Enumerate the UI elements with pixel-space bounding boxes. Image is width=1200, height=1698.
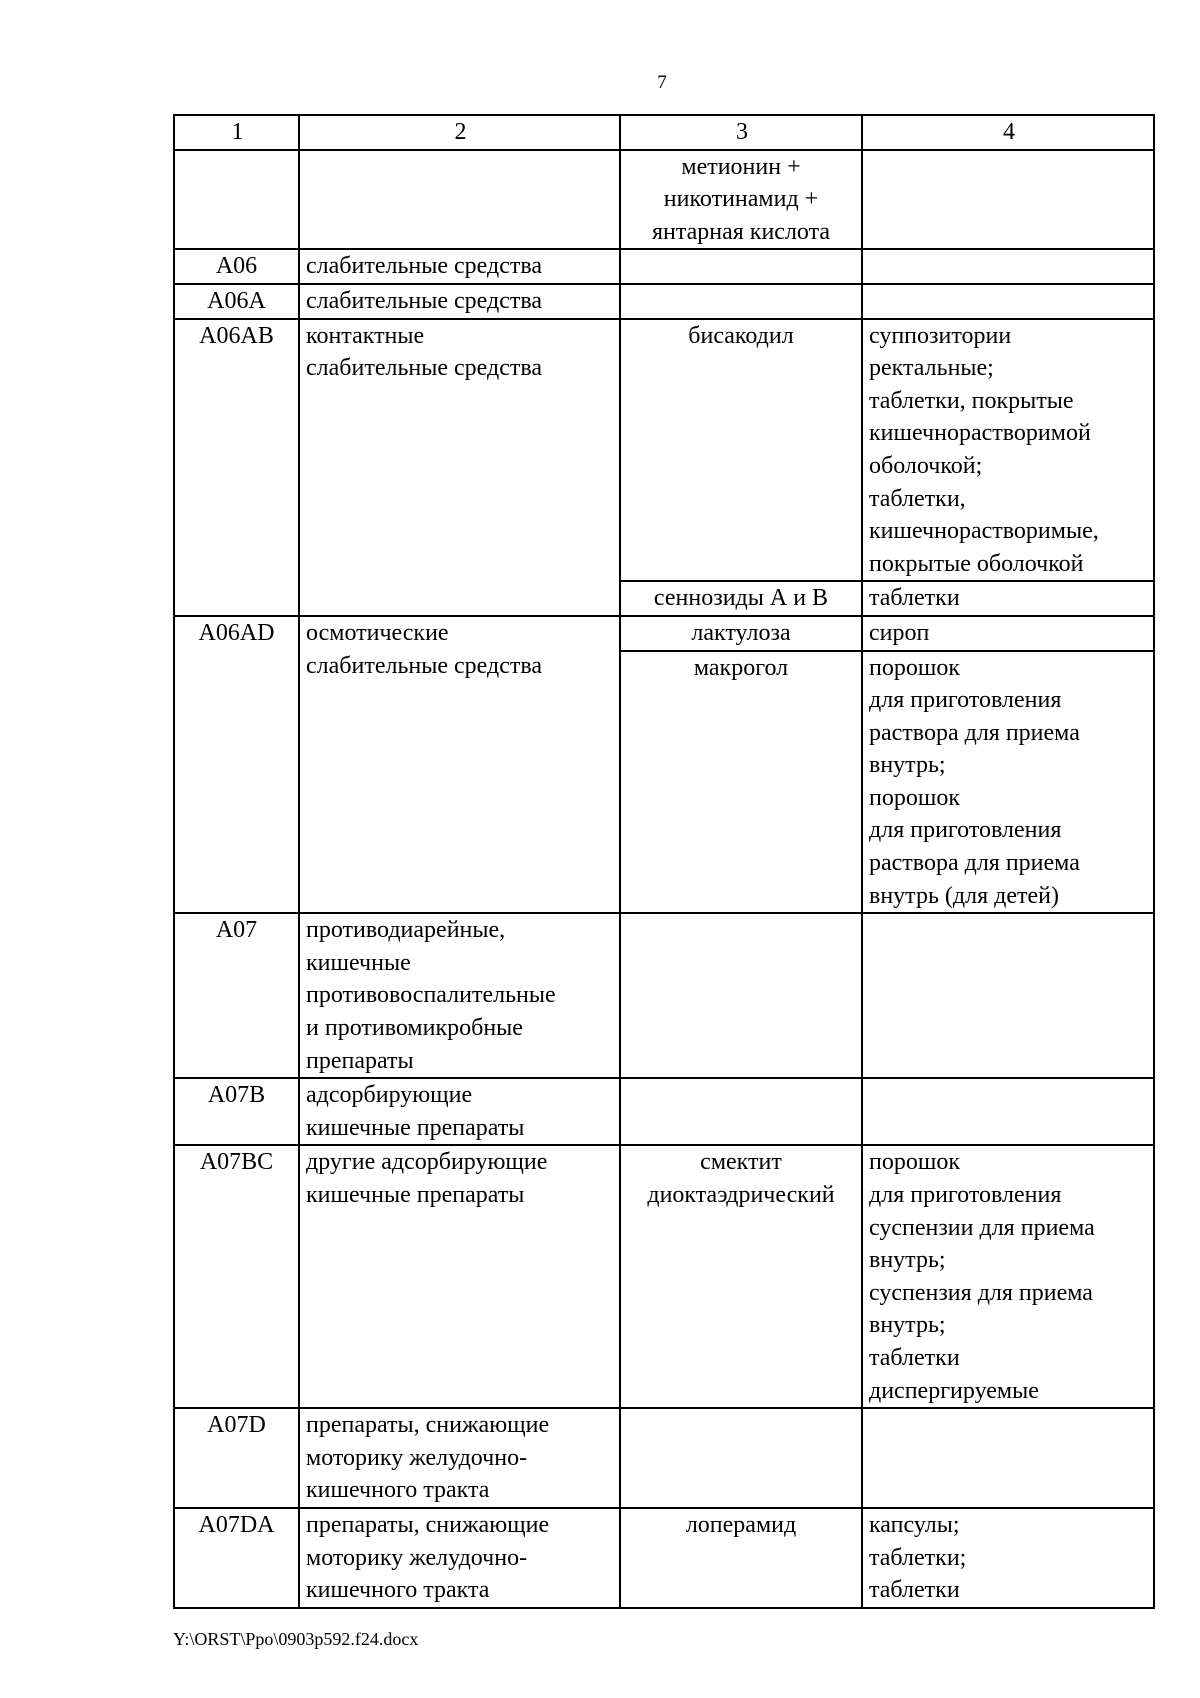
anatomical-therapeutic-group-cell: слабительные средства xyxy=(299,284,620,319)
anatomical-therapeutic-group-cell: контактные слабительные средства xyxy=(299,319,620,616)
drug-name-cell xyxy=(620,1078,862,1145)
table-row xyxy=(174,1408,1154,1508)
anatomical-therapeutic-group-cell: препараты, снижающие моторику желудочно- кишечного тракта xyxy=(299,1408,620,1508)
anatomical-therapeutic-group-cell: осмотические слабительные средства xyxy=(299,616,620,913)
dosage-forms-cell xyxy=(862,913,1154,1078)
atc-code-cell: A07DA xyxy=(174,1508,299,1608)
anatomical-therapeutic-group-cell: другие адсорбирующие кишечные препараты xyxy=(299,1145,620,1408)
page-number: 7 xyxy=(657,72,667,93)
atc-code-cell: A07 xyxy=(174,913,299,1078)
table-row xyxy=(174,1145,1154,1408)
drug-name-cell xyxy=(620,249,862,284)
table-row xyxy=(174,616,1154,651)
table-row xyxy=(174,319,1154,582)
drug-name-cell xyxy=(620,913,862,1078)
dosage-forms-cell: порошок для приготовления суспензии для приема внутрь; суспензия для приема внутрь; таблетки диспергируемые xyxy=(862,1145,1154,1408)
dosage-forms-cell: капсулы; таблетки; таблетки xyxy=(862,1508,1154,1608)
table-row xyxy=(174,913,1154,1078)
drug-name-cell: лоперамид xyxy=(620,1508,862,1608)
anatomical-therapeutic-group-cell: противодиарейные, кишечные противовоспалительные и противомикробные препараты xyxy=(299,913,620,1078)
drug-name-cell: макрогол xyxy=(620,651,862,914)
atc-code-cell: A06A xyxy=(174,284,299,319)
drug-name-cell: лактулоза xyxy=(620,616,862,651)
table-row xyxy=(174,284,1154,319)
atc-code-cell: A07BC xyxy=(174,1145,299,1408)
table-row xyxy=(174,150,1154,250)
header-col-3: 3 xyxy=(620,115,862,150)
atc-code-cell: A07D xyxy=(174,1408,299,1508)
table-row xyxy=(174,1078,1154,1145)
anatomical-therapeutic-group-cell: адсорбирующие кишечные препараты xyxy=(299,1078,620,1145)
atc-code-cell: A06AD xyxy=(174,616,299,913)
dosage-forms-cell: порошок для приготовления раствора для приема внутрь; порошок для приготовления раствора для приема внутрь (для детей) xyxy=(862,651,1154,914)
atc-code-cell: A06AB xyxy=(174,319,299,616)
dosage-forms-cell: сироп xyxy=(862,616,1154,651)
table-header-row xyxy=(174,115,1154,150)
anatomical-therapeutic-group-cell: препараты, снижающие моторику желудочно- кишечного тракта xyxy=(299,1508,620,1608)
table-row xyxy=(174,249,1154,284)
atc-code-cell xyxy=(174,150,299,250)
header-col-1: 1 xyxy=(174,115,299,150)
header-col-4: 4 xyxy=(862,115,1154,150)
drug-name-cell: смектит диоктаэдрический xyxy=(620,1145,862,1408)
anatomical-therapeutic-group-cell: слабительные средства xyxy=(299,249,620,284)
table-row xyxy=(174,1508,1154,1608)
atc-code-cell: A06 xyxy=(174,249,299,284)
atc-code-cell: A07B xyxy=(174,1078,299,1145)
dosage-forms-cell xyxy=(862,249,1154,284)
dosage-forms-cell xyxy=(862,150,1154,250)
header-col-2: 2 xyxy=(299,115,620,150)
drug-name-cell: сеннозиды А и В xyxy=(620,581,862,616)
dosage-forms-cell: суппозитории ректальные; таблетки, покрытые кишечнорастворимой оболочкой; таблетки, кишечнорастворимые, покрытые оболочкой xyxy=(862,319,1154,582)
dosage-forms-cell xyxy=(862,1408,1154,1508)
medicines-table xyxy=(173,114,1155,1609)
drug-name-cell xyxy=(620,284,862,319)
drug-name-cell: бисакодил xyxy=(620,319,862,582)
drug-name-cell: метионин + никотинамид + янтарная кислота xyxy=(620,150,862,250)
dosage-forms-cell xyxy=(862,284,1154,319)
dosage-forms-cell xyxy=(862,1078,1154,1145)
footer-file-path: Y:\ORST\Ppo\0903p592.f24.docx xyxy=(173,1629,419,1649)
dosage-forms-cell: таблетки xyxy=(862,581,1154,616)
anatomical-therapeutic-group-cell xyxy=(299,150,620,250)
drug-name-cell xyxy=(620,1408,862,1508)
table-body xyxy=(174,115,1154,1608)
